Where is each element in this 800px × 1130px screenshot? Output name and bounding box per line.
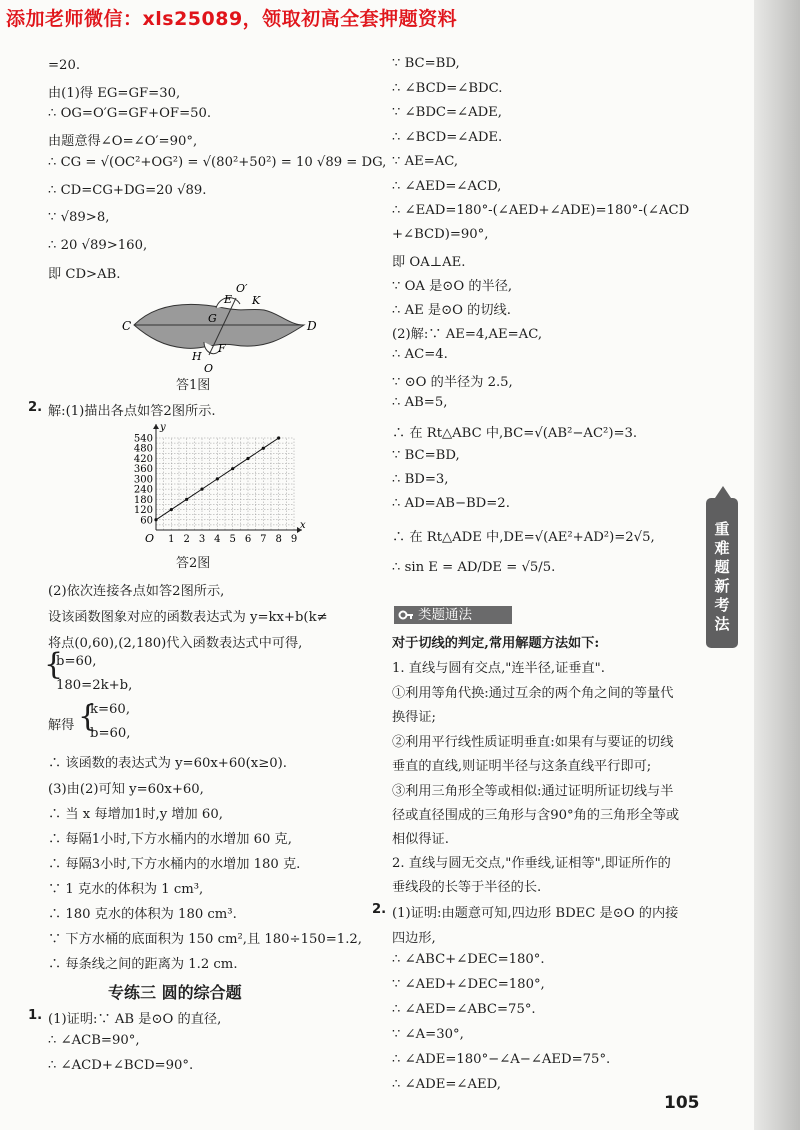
figure-1-caption: 答1图 xyxy=(176,378,211,393)
label-C: C xyxy=(122,319,132,333)
text-line: ∴ ∠EAD=180°-(∠AED+∠ADE)=180°-(∠ACD xyxy=(392,203,690,218)
promo-banner: 添加老师微信：xls25089，领取初高全套押题资料 xyxy=(6,8,458,30)
text-line: ∴ 每隔1小时,下方水桶内的水增加 60 克, xyxy=(48,832,292,847)
text-line: ∵ ∠A=30°, xyxy=(392,1027,464,1042)
x-tick-label: 4 xyxy=(214,534,221,545)
label-O: O xyxy=(204,362,214,375)
brace: { xyxy=(78,699,98,734)
text-line: 相似得证. xyxy=(392,832,449,847)
question-number: 2. xyxy=(28,400,43,415)
text-line: 1. 直线与圆有交点,"连半径,证垂直". xyxy=(392,661,605,676)
label-K: K xyxy=(252,294,261,307)
method-badge-label: 类题通法 xyxy=(418,607,472,623)
side-tab-char: 新 xyxy=(714,577,730,595)
text-line: ∴ CD=CG+DG=20 √89. xyxy=(48,183,207,198)
y-tick-label: 420 xyxy=(133,453,153,465)
page-number: 105 xyxy=(664,1093,700,1113)
figure-2-chart xyxy=(118,422,308,552)
data-point xyxy=(231,467,234,470)
text-line: ∵ 下方水桶的底面积为 150 cm²,且 180÷150=1.2, xyxy=(48,932,362,947)
text-line: ∴ CG = √(OC²+OG²) = √(80²+50²) = 10 √89 = DG, xyxy=(48,155,387,170)
text-line: =20. xyxy=(48,58,81,73)
text-line: ∴ ∠ACB=90°, xyxy=(48,1033,140,1048)
text-line: ∴ AB=5, xyxy=(392,395,448,410)
question-number: 2. xyxy=(372,902,387,917)
x-tick-label: 6 xyxy=(244,534,252,545)
figure-2-caption: 答2图 xyxy=(176,556,211,571)
y-axis-label: y xyxy=(160,422,166,433)
y-tick-label: 360 xyxy=(133,464,153,476)
x-tick-label: 5 xyxy=(229,534,236,545)
y-tick-label: 480 xyxy=(133,443,153,455)
text-line: ∵ OA 是⊙O 的半径, xyxy=(392,279,513,294)
text-line: ∴ sin E = AD/DE = √5/5. xyxy=(392,560,556,575)
text-line: ∴ ∠ABC+∠DEC=180°. xyxy=(392,952,545,967)
figure-1-diagram xyxy=(124,280,324,375)
side-tab-char: 法 xyxy=(714,615,730,633)
text-line: ∴ 在 Rt△ADE 中,DE=√(AE²+AD²)=2√5, xyxy=(392,530,655,545)
y-tick-label: 120 xyxy=(133,505,153,517)
text-line: 180=2k+b, xyxy=(56,678,133,693)
x-tick-label: 3 xyxy=(198,534,206,545)
label-H: H xyxy=(192,350,202,363)
text-line: 将点(0,60),(2,180)代入函数表达式中可得, xyxy=(48,636,303,651)
text-line: +∠BCD)=90°, xyxy=(392,227,489,242)
text-line: ∴ 每隔3小时,下方水桶内的水增加 180 克. xyxy=(48,857,301,872)
origin-label: O xyxy=(145,532,155,545)
label-E: E xyxy=(224,293,233,306)
text-line: ∴ ∠AED=∠ACD, xyxy=(392,179,502,194)
y-axis-arrow xyxy=(153,424,159,429)
side-tab-char: 重 xyxy=(714,520,730,538)
text-line: ∴ ∠ACD+∠BCD=90°. xyxy=(48,1058,194,1073)
method-heading: 对于切线的判定,常用解题方法如下: xyxy=(392,636,600,651)
text-line: ∵ AE=AC, xyxy=(392,154,459,169)
text-line: 换得证; xyxy=(392,710,437,725)
method-badge xyxy=(394,606,512,624)
section-title: 专练三 圆的综合题 xyxy=(108,983,242,1002)
text-line: ∴ 180 克水的体积为 180 cm³. xyxy=(48,907,237,922)
text-line: ∴ ∠ADE=∠AED, xyxy=(392,1077,501,1092)
text-line: (1)证明:∵ AB 是⊙O 的直径, xyxy=(48,1012,222,1027)
text-line: 由题意得∠O=∠O′=90°, xyxy=(48,134,198,149)
text-line: ∵ ∠BDC=∠ADE, xyxy=(392,105,503,120)
text-line: ②利用平行线性质证明垂直:如果有与要证的切线 xyxy=(392,735,674,750)
text-line: 径或直径围成的三角形与含90°角的三角形全等或 xyxy=(392,808,680,823)
data-point xyxy=(154,518,157,521)
text-line: ∴ 每条线之间的距离为 1.2 cm. xyxy=(48,957,238,972)
text-line: k=60, xyxy=(90,702,131,717)
key-icon xyxy=(398,607,414,623)
text-line: 解:(1)描出各点如答2图所示. xyxy=(48,404,216,419)
data-point xyxy=(277,436,280,439)
text-line: 即 CD>AB. xyxy=(48,267,121,282)
y-tick-label: 300 xyxy=(133,474,153,486)
text-line: ∵ ⊙O 的半径为 2.5, xyxy=(392,375,513,390)
text-line: (2)解:∵ AE=4,AE=AC, xyxy=(392,327,543,342)
side-tab-char: 题 xyxy=(714,558,730,576)
text-line: ∴ ∠AED=∠ABC=75°. xyxy=(392,1002,536,1017)
label-O-prime: O′ xyxy=(236,282,248,295)
text-line: ∴ 20 √89>160, xyxy=(48,238,148,253)
x-tick-label: 7 xyxy=(260,534,267,545)
text-line: ∵ √89>8, xyxy=(48,210,110,225)
question-number: 1. xyxy=(28,1008,43,1023)
text-line: 由(1)得 EG=GF=30, xyxy=(48,86,181,101)
text-line: ∴ 在 Rt△ABC 中,BC=√(AB²−AC²)=3. xyxy=(392,426,638,441)
text-line: 解得 xyxy=(48,718,75,733)
text-line: ∴ AC=4. xyxy=(392,347,448,362)
x-tick-label: 2 xyxy=(183,534,190,545)
page-edge-shadow xyxy=(754,0,800,1130)
text-line: ∴ ∠BCD=∠ADE. xyxy=(392,130,503,145)
y-tick-label: 60 xyxy=(140,515,153,527)
data-point xyxy=(170,508,173,511)
text-line: ∵ BC=BD, xyxy=(392,448,460,463)
text-line: 设该函数图象对应的函数表达式为 y=kx+b(k≠ xyxy=(48,610,328,625)
text-line: ∵ BC=BD, xyxy=(392,56,460,71)
data-point xyxy=(185,498,188,501)
text-line: ∴ ∠ADE=180°−∠A−∠AED=75°. xyxy=(392,1052,611,1067)
text-line: 四边形, xyxy=(392,931,436,946)
data-point xyxy=(216,477,219,480)
data-point xyxy=(200,488,203,491)
text-line: 即 OA⊥AE. xyxy=(392,255,466,270)
text-line: ∴ AD=AB−BD=2. xyxy=(392,496,510,511)
text-line: ①利用等角代换:通过互余的两个角之间的等量代 xyxy=(392,686,674,701)
x-tick-label: 8 xyxy=(275,534,282,545)
label-F: F xyxy=(218,342,226,355)
label-G: G xyxy=(208,312,217,325)
side-tab-text xyxy=(706,520,738,634)
data-point xyxy=(246,457,249,460)
x-axis-label: x xyxy=(300,520,306,531)
text-line: ∴ BD=3, xyxy=(392,472,449,487)
y-tick-label: 540 xyxy=(133,433,153,445)
text-line: b=60, xyxy=(56,654,97,669)
text-line: 垂直的直线,则证明半径与这条直线平行即可; xyxy=(392,759,652,774)
text-line: (2)依次连接各点如答2图所示, xyxy=(48,584,225,599)
side-tab xyxy=(706,498,738,648)
text-line: ③利用三角形全等或相似:通过证明所证切线与半 xyxy=(392,784,674,799)
side-tab-char: 难 xyxy=(714,539,730,557)
side-tab-char: 考 xyxy=(714,596,730,614)
text-line: ∵ ∠AED+∠DEC=180°, xyxy=(392,977,545,992)
text-line: ∴ 该函数的表达式为 y=60x+60(x≥0). xyxy=(48,756,287,771)
text-line: ∴ AE 是⊙O 的切线. xyxy=(392,303,511,318)
text-line: ∴ ∠BCD=∠BDC. xyxy=(392,81,503,96)
text-line: ∴ 当 x 每增加1时,y 增加 60, xyxy=(48,807,223,822)
text-line: (1)证明:由题意可知,四边形 BDEC 是⊙O 的内接 xyxy=(392,906,679,921)
text-line: (3)由(2)可知 y=60x+60, xyxy=(48,782,204,797)
x-tick-label: 1 xyxy=(168,534,175,545)
data-point xyxy=(262,447,265,450)
text-line: ∴ OG=O′G=GF+OF=50. xyxy=(48,106,212,121)
text-line: ∵ 1 克水的体积为 1 cm³, xyxy=(48,882,204,897)
text-line: 2. 直线与圆无交点,"作垂线,证相等",即证所作的 xyxy=(392,856,671,871)
y-tick-label: 240 xyxy=(133,484,153,496)
side-tab-arrow xyxy=(715,486,731,498)
brace: { xyxy=(44,647,64,682)
text-line: b=60, xyxy=(90,726,131,741)
x-tick-label: 9 xyxy=(290,534,298,545)
y-tick-label: 180 xyxy=(133,494,153,506)
text-line: 垂线段的长等于半径的长. xyxy=(392,880,542,895)
label-D: D xyxy=(307,319,317,333)
